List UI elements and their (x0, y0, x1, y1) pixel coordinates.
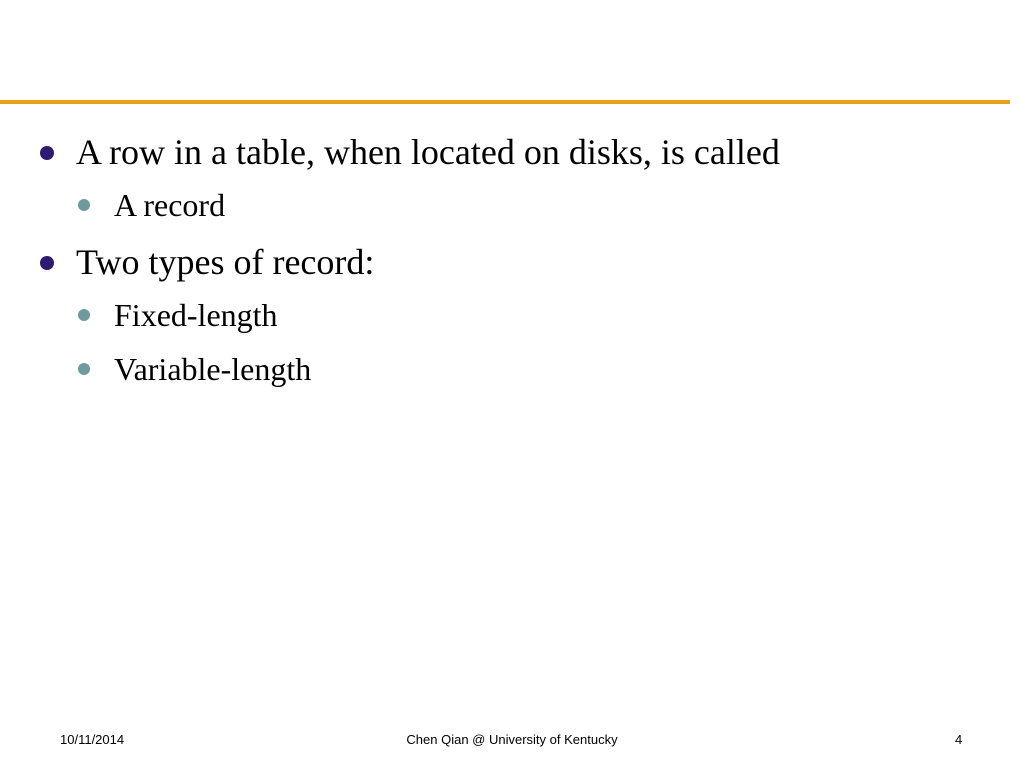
bullet-item (76, 244, 374, 280)
sub-bullet-text: A record (114, 187, 226, 223)
sub-bullet-item (114, 299, 278, 331)
sub-bullet-item (114, 353, 311, 385)
bullet-item (76, 134, 780, 170)
sub-bullet-dot-icon (78, 363, 90, 375)
sub-bullet-dot-icon (78, 309, 90, 321)
sub-bullet-text: Variable-length (114, 351, 312, 387)
sub-bullet-dot-icon (78, 199, 90, 211)
page-number: 4 (955, 732, 963, 747)
sub-bullet-text: Fixed-length (114, 297, 278, 333)
bullet-dot-icon (40, 146, 54, 160)
sub-bullet-item (114, 189, 225, 221)
footer-author: Chen Qian @ University of Kentucky (406, 732, 618, 747)
bullet-text: Two types of record: (76, 242, 375, 282)
bullet-dot-icon (40, 256, 54, 270)
bullet-text: A row in a table, when located on disks, is called (76, 132, 780, 172)
footer-date: 10/11/2014 (60, 732, 125, 747)
